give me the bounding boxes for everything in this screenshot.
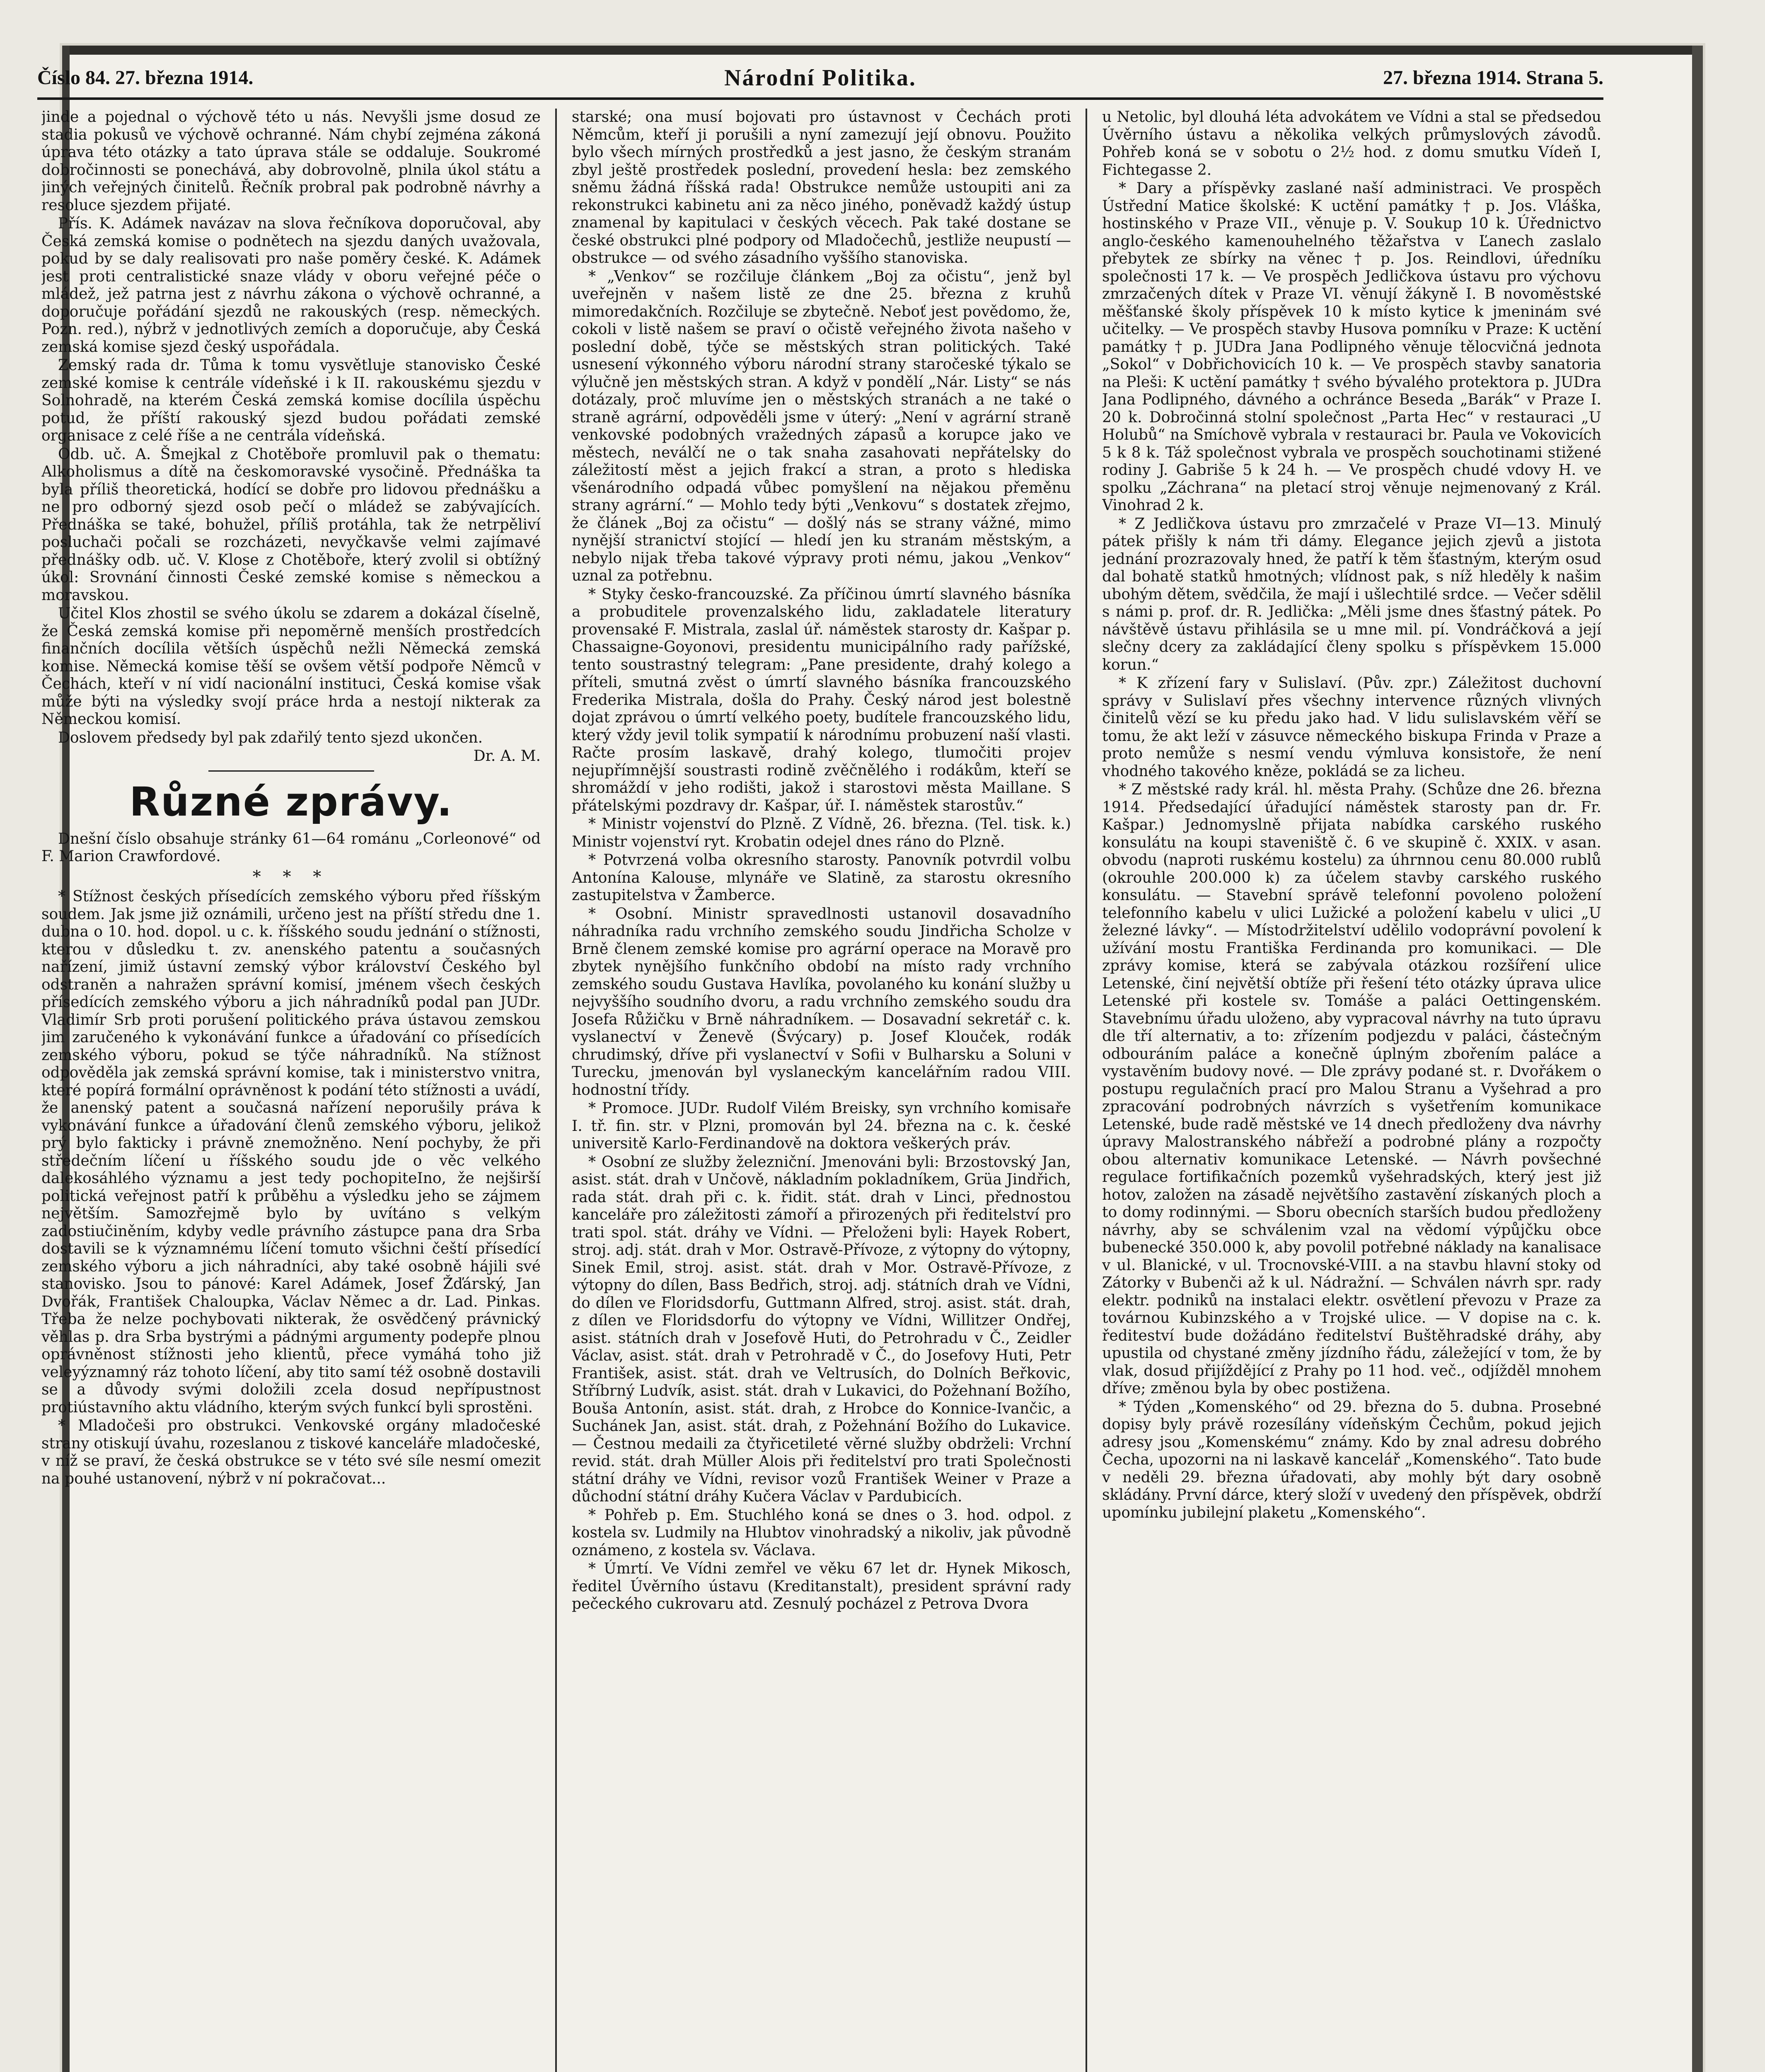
- article-paragraph: * Styky česko-francouzské. Za příčinou úmrtí slavného básníka a probuditele provenzalského lidu, zakladatele literatury provensaké F. Mistrala, zaslal úř. náměstek starosty dr. Kašpar p. Chassaigne-Goyonovi, presidentu municipálního rady pařížské, tento soustrastný telegram: „Pane presidente, drahý kolego a příteli, smutná zvěst o úmrtí slavného básníka francouzského Frederika Mistrala, došla do Prahy. Český národ jest bolestně dojat zprávou o úmrtí velkého poety, budítele francouzského lidu, který vždy jevil tolik sympatií k národnímu probuzení naší vlasti. Račte prosím laskavě, drahý kolego, tlumočiti projev nejupřímnější soustrasti rodině zvěčnělého i rodákům, kteří se shromáždí v jeho rodišti, jakož i starostovi města Maillane. S přátelskými pozdravy dr. Kašpar, úř. I. náměstek starostův.“: [572, 586, 1071, 814]
- article-paragraph: Odb. uč. A. Šmejkal z Chotěboře promluvil pak o thematu: Alkoholismus a dítě na českomoravské vysočině. Přednáška ta byla příliš theoretická, hodící se dobře pro lidovou přednášku a ne pro odborný sjezd osob pečí o mládež se zabývajících. Přednáška se také, bohužel, příliš protáhla, tak že netrpěliví posluchači počali se rozcházeti, nevyčkavše velmi zajímavé přednášky odb. uč. V. Klose z Chotěboře, který zvolil si obtížný úkol: Srovnání činnosti České zemské komise s německou a moravskou.: [41, 445, 541, 604]
- article-paragraph: * Z Jedličkova ústavu pro zmrzačelé v Praze VI—13. Minulý pátek přišly k nám tři dámy. Elegance jejich zjevů a jistota jednání prozrazovaly hned, že patří k těm šťastným, kterým osud dal bohatě statků hmotných; vlídnost pak, s níž hleděly k našim ubohým dětem, svědčila, že mají i ušlechtilé srdce. — Večer sdělil s námi p. prof. dr. R. Jedlička: „Měli jsme dnes šťastný pátek. Po návštěvě ústavu přihlásila se u mne mil. pí. Vondráčková a její slečny dcery za zakládající členy spolku s příspěvkem 15.000 korun.“: [1102, 515, 1601, 673]
- section-divider: [208, 770, 374, 772]
- page-date-number: 27. března 1914. Strana 5.: [1383, 67, 1603, 89]
- column-divider: [1086, 109, 1087, 2072]
- article-paragraph: Zemský rada dr. Tůma k tomu vysvětluje stanovisko České zemské komise k centrále vídeňské i k II. rakouskému sjezdu v Solnohradě, na kterém Česká zemská komise docílila úspěchu potud, že příští rakouský sjezd budou pořádati zemské organisace z celé říše a ne centrála vídeňská.: [41, 357, 541, 444]
- column-3: [1102, 109, 1601, 2072]
- article-paragraph: Dnešní číslo obsahuje stránky 61—64 románu „Corleonové“ od F. Marion Crawfordové.: [41, 830, 541, 865]
- page-header: [37, 62, 1603, 95]
- scan-border-top: [62, 46, 1703, 55]
- article-paragraph: * Mladočeši pro obstrukci. Venkovské orgány mladočeské strany otiskují úvahu, rozeslanou z tiskové kanceláře mladočeské, v níž se praví, že česká obstrukce se v této své síle nesmí omezit na pouhé ustanovení, nýbrž v ní pokračovat...: [41, 1417, 541, 1487]
- article-paragraph: starské; ona musí bojovati pro ústavnost v Čechách proti Němcům, kteří ji porušili a nyní zamezují její obnovu. Použito bylo všech mírných prostředků a jest jasno, že českým stranám zbyl ještě prostředek poslední, provedení hesla: bez zemského sněmu žádná říšská rada! Obstrukce nemůže ustoupiti ani za rekonstrukci kabinetu ani za něco jiného, poněvadž každý ústup znamenal by kapitulaci v českých věcech. Pak také dostane se české obstrukci plné podpory od Mladočechů, jestliže neupustí — obstrukce — od svého zásadního vyššího stanoviska.: [572, 109, 1071, 266]
- article-paragraph: u Netolic, byl dlouhá léta advokátem ve Vídni a stal se předsedou Úvěrního ústavu a několika velkých průmyslových závodů. Pohřeb koná se v sobotu o 2½ hod. z domu smutku Vídeň I, Fichtegasse 2.: [1102, 109, 1601, 179]
- header-rule: [37, 97, 1603, 100]
- article-paragraph: * Úmrtí. Ve Vídni zemřel ve věku 67 let dr. Hynek Mikosch, ředitel Úvěrního ústavu (Kreditanstalt), president správní rady pečeckého cukrovaru atd. Zesnulý pocházel z Petrova Dvora: [572, 1560, 1071, 1612]
- article-paragraph: Přís. K. Adámek navázav na slova řečníkova doporučoval, aby Česká zemská komise o podnětech na sjezdu daných uvažovala, pokud by se daly realisovati pro naše poměry české. K. Adámek jest proti centralistické snaze vlády v oboru veřejné péče o mládež, jež patrna jest z návrhu zákona o výchově ochranné, a doporučuje pořádání sjezdů ne rakouských (resp. německých. Pozn. red.), nýbrž v jednotlivých zemích a doporučuje, aby Česká zemská komise sjezd český uspořádala.: [41, 215, 541, 356]
- masthead-title: Národní Politika.: [724, 65, 916, 91]
- column-divider: [555, 109, 557, 2072]
- article-paragraph: Učitel Klos zhostil se svého úkolu se zdarem a dokázal číselně, že Česká zemská komise při nepoměrně menších prostředcích finančních docílila větších úspěchů nežli Německá zemská komise. Německá komise těší se ovšem větší podpoře Němců v Čechách, kteří v ní vidí nacionální instituci, Česká komise však může býti na výsledky svojí práce hrda a nestojí nikterak za Německou komisí.: [41, 605, 541, 728]
- article-paragraph: * K zřízení fary v Sulislaví. (Pův. zpr.) Záležitost duchovní správy v Sulislaví přes všechny intervence různých vlivných činitelů vězí se ku předu jako had. V lidu sulislavském věří se tomu, že akt leží v zásuvce německého biskupa Frinda v Praze a proto nemůže s nesmí vendu výmluva konsistoře, že není vhodného takového kněze, pokládá se za licheu.: [1102, 675, 1601, 780]
- article-paragraph: * Týden „Komenského“ od 29. března do 5. dubna. Prosebné dopisy byly právě rozesílány vídeňským Čechům, pokud jejich adresy jsou „Komenskému“ známy. Kdo by znal adresu dobrého Čecha, upozorni na ni laskavě kancelář „Komenského“. Tato bude v neděli 29. března úřadovati, aby mohly být dary osobně skládány. První dárce, který složí v uvedený den příspěvek, obdrží upomínku jubilejní plaketu „Komenského“.: [1102, 1398, 1601, 1521]
- article-paragraph: * Stížnost českých přísedících zemského výboru před říšským soudem. Jak jsme již oznámili, určeno jest na příští středu dne 1. dubna o 10. hod. dopol. u c. k. říšského soudu jednání o stížnosti, kterou v důsledku t. zv. anenského patentu a současných nařízení, jimiž ústavní zemský výbor království Českého byl odstraněn a nahražen správní komisí, jménem všech českých přísedících zemského výboru a jich náhradníků podal pan JUDr. Vladimír Srb proti porušení politického práva ústavou zemskou jim zaručeného k vykonávání funkce a úřadování co přísedících zemského výboru, pokud se týče náhradníků. Na stížnost odpověděla jak zemská správní komise, tak i ministerstvo vnitra, které popírá formální oprávněnost k podání této stížnosti a uvádí, že anenský patent a současná nařízení neporušily práva k vykonávání funkce a úřadování členů zemského výboru, jelikož prý bylo fakticky i právně znemožněno. Není pochyby, že při středečním líčení u říšského soudu jde o věc velkého dalekosáhlého významu a jest tedy pochopiteIno, že nejširší politická veřejnost patří k průběhu a výsledku jeho se zájmem největším. Samozřejmě bylo by uvítáno s velkým zadostiučiněním, kdyby vedle právního zástupce pana dra Srba dostavili se k významnému líčení tomuto všichni čeští přísedící zemského výboru a jich náhradníci, aby také osobně hájili své stanovisko. Jsou to pánové: Karel Adámek, Josef Žďárský, Jan Dvořák, František Chaloupka, Václav Němec a dr. Lad. Pinkas. Třeba že nelze pochybovati nikterak, že osvědčený právnický věhlas p. dra Srba bystrými a pádnými argumenty podepře plnou oprávněnost stížnosti jeho klientů, přece vymáhá toho již veleyýznamný ráz tohoto líčení, aby tito samí též osobně dostavili se a důvody svými doložili zcela dosud nepřípustnost protiústavního aktu vládního, kterým svých funkcí byli sprostěni.: [41, 888, 541, 1416]
- article-paragraph: * Dary a příspěvky zaslané naší administraci. Ve prospěch Ústřední Matice školské: K uctění památky † p. Jos. Vláška, hostinského v Praze VII., věnuje p. V. Soukup 10 k. Úřednictvo anglo-českého kamenouhelného těžařstva v Ľanech zaslalo přebytek ze sbírky na věnec † p. Jos. Reindlovi, úředníku společnosti 17 k. — Ve prospěch Jedličkova ústavu pro výchovu zmrzačených dítek v Praze VI. věnují žákyně I. B novoměstské měšťanské školy příspěvek 10 k místo kytice k jmeninám své učitelky. — Ve prospěch stavby Husova pomníku v Praze: K uctění památky † p. JUDra Jana Podlipného věnuje tělocvičná jednota „Sokol“ v Dobřichovicích 10 k. — Ve prospěch stavby sanatoria na Pleši: K uctění památky † svého bývalého protektora p. JUDra Jana Podlipného, dávného a ochránce Beseda „Barák“ v Praze I. 20 k. Dobročinná stolní společnost „Parta Hec“ v restauraci „U Holubů“ na Smíchově vybrala v restauraci br. Paula ve Vokovicích 5 k 8 k. Táž společnost vybrala ve prospěch souchotinami stižené rodiny J. Gabriše 5 k 24 h. — Ve prospěch chudé vdovy H. ve spolku „Záchrana“ na pletací stroj věnuje nejmenovaný z Král. Vinohrad 2 k.: [1102, 180, 1601, 514]
- column-2: [572, 109, 1071, 2072]
- article-paragraph: Doslovem předsedy byl pak zdařilý tento sjezd ukončen.: [58, 729, 483, 746]
- article-paragraph: * Osobní. Ministr spravedlnosti ustanovil dosavadního náhradníka radu vrchního zemského soudu Jindřicha Scholze v Brně členem zemské komise pro agrární operace na Moravě pro zbytek nynějšího funkčního období na místo rady vrchního zemského soudu Gustava Havlíka, povolaného ku konání služby u nejvyššího soudního dvoru, a radu vrchního zemského soudu dra Josefa Růžičku v Brně náhradníkem. — Dosavadní sekretář c. k. vyslanectví v Ženevě (Švýcary) p. Josef Klouček, rodák chrudimský, dříve při vyslanectví v Sofii v Bulharsku a Soluni v Turecku, jmenován byl vyslaneckým kancelářním radou VIII. hodnostní třídy.: [572, 905, 1071, 1099]
- article-paragraph: * Z městské rady král. hl. města Prahy. (Schůze dne 26. března 1914. Předsedající úřadující náměstek starosty pan dr. Fr. Kašpar.) Jednomyslně přijata nabídka carského ruského konsulátu na koupi staveniště č. 6 ve skupině č. XXIX. v asan. obvodu (naproti ruskému kostelu) za úhrnnou cenu 80.000 rublů (okrouhle 200.000 k) za účelem stavby carského ruského konsulátu. — Stavební správě telefonní povoleno položení telefonního kabelu v ulici Lužické a položení kabelu v ulici „U železné lávky“. — Místodržitelství udělilo vodoprávní povolení k užívání mostu Františka Ferdinanda pro komunikaci. — Dle zprávy komise, která se zabývala otázkou rozšíření ulice Letenské, činí největší obtíže při řešení této otázky úprava ulice Letenské při kostele sv. Tomáše a paláci Oettingenském. Stavebnímu úřadu uloženo, aby vypracoval návrhy na tuto úpravu dle tří alternativ, a to: zřízením podjezdu v paláci, částečným odbouráním paláce a konečně úplným zbořením paláce a vystavěním budovy nové. — Dle zprávy podané st. r. Dvořákem o postupu regulačních prací pro Malou Stranu a Vyšehrad a pro zpracování podrobných návrzích s vyšetřením komunikace Letenské, bude radě městské ve 14 dnech předloženy dva návrhy úpravy Malostranského nábřeží a podrobné plány a rozpočty obou alternativ komunikace Letenské. — Návrh povšechné regulace fortifikačních pozemků vyšehradských, který jest již hotov, založen na zásadě největšího zastavění získaných ploch a to domy rodinnými. — Sboru obecních starších budou předloženy návrhy, aby se schválenim vzal na vědomí výpůjčku obce bubenecké 350.000 k, aby povolil potřebné náklady na kanalisace v ul. Blanické, v ul. Trocnovské-VIII. a na stavbu hlavní stoky od Zátorky v Bubenči až k ul. Nádražní. — Schválen návrh spr. rady elektr. podniků na instalaci elektr. osvětlení převozu v Praze za továrnou Kubinzského a v Trojské ulice. — V dopise na c. k. řediteství bude dožádáno ředitelství Buštěhradské dráhy, aby upustila od chystané změny jízdního řádu, záležející v tom, že by vlak, dosud přijíždějící z Prahy po 11 hod. več., odjížděl mnohem dříve; změnou byla by obec postižena.: [1102, 781, 1601, 1397]
- article-paragraph: * Pohřeb p. Em. Stuchlého koná se dnes o 3. hod. odpol. z kostela sv. Ludmily na Hlubtov vinohradský a nikoliv, jak původně oznámeno, z kostela sv. Václava.: [572, 1506, 1071, 1559]
- article-paragraph: * Potvrzená volba okresního starosty. Panovník potvrdil volbu Antonína Kalouse, mlynáře ve Slatině, za starostu okresního zastupitelstva v Žamberce.: [572, 852, 1071, 904]
- column-1: [41, 109, 541, 2072]
- issue-number: Číslo 84. 27. března 1914.: [37, 67, 254, 89]
- article-signature: Dr. A. M.: [473, 748, 541, 765]
- section-title: Různé zprávy.: [129, 778, 453, 825]
- article-paragraph: * Ministr vojenství do Plzně. Z Vídně, 26. března. (Tel. tisk. k.) Ministr vojenství ryt. Krobatin odejel dnes ráno do Plzně.: [572, 816, 1071, 850]
- article-paragraph: * „Venkov“ se rozčiluje článkem „Boj za očistu“, jenž byl uveřejněn v našem listě ze dne 25. března z kruhů mimoredakčních. Rozčiluje se zbytečně. Neboť jest povědomo, že, cokoli v listě našem se praví o očistě veřejného života našeho v poslední době, týče se městských stran politických. Také usnesení výkonného výboru národní strany staročeské týkalo se výlučně jen městských stran. A když v pondělí „Nár. Listy“ se nás dotázaly, proč mluvíme jen o městských stranách a ne také o straně agrární, odpověděli jsme v úterý: „Není v agrární straně venkovské podobných vražedných zápasů a korupce jako ve městech, neválčí ne o tak snaha zasahovati nepřátelsky do záležitostí měst a jejich frakcí a stran, a proto s hlediska všenárodního odpadá vůbec pomyšlení na nějakou přeměnu strany agrární.“ — Mohlo tedy býti „Venkovu“ s dostatek zřejmo, že článek „Boj za očistu“ — došlý nás se strany vážné, mimo nynější stranictví stojící — hledí jen ku stranám městským, a nebylo nijak třeba takové výpravy proti nému, jakou „Venkov“ uznal za potřebnu.: [572, 268, 1071, 584]
- scan-border-right: [1692, 46, 1703, 2072]
- asterism: * * *: [252, 867, 330, 886]
- article-paragraph: * Promoce. JUDr. Rudolf Vilém Breisky, syn vrchního komisaře I. tř. fin. str. v Plzni, promován byl 24. března na c. k. české universitě Karlo-Ferdinandově na doktora veškerých práv.: [572, 1100, 1071, 1152]
- article-paragraph: * Osobní ze služby železniční. Jmenováni byli: Brzostovský Jan, asist. stát. drah v Unčově, nákladním pokladníkem, Grüa Jindřich, rada stát. drah při c. k. řidit. stát. drah v Linci, přednostou kanceláře pro záležitosti zámoří a přirozených při ředitelství pro trati spol. stát. dráhy ve Vídni. — Přeloženi byli: Hayek Robert, stroj. adj. stát. drah v Mor. Ostravě-Přívoze, z výtopny do výtopny, Sinek Emil, stroj. asist. stát. drah v Mor. Ostravě-Přívoze, z výtopny do dílen, Bass Bedřich, stroj. adj. státních drah ve Vídni, do dílen ve Floridsdorfu, Guttmann Alfred, stroj. asist. stát. drah, z dílen ve Floridsdorfu do výtopny ve Vídni, Willitzer Ondřej, asist. státních drah v Josefově Huti, do Petrohradu v Č., Zeidler Václav, asist. stát. drah v Petrohradě v Č., do Josefovy Huti, Petr František, asist. stát. drah ve Veltrusích, do Dolních Beřkovic, Stříbrný Ludvík, asist. stát. drah v Lukavici, do Požehnaní Božího, Bouša Antonín, asist. stát. drah, z Hrobce do Konnice-Ivančic, a Suchánek Jan, asist. stát. drah, z Požehnání Božího do Lukavice. — Čestnou medaili za čtyřicetileté věrné služby obdrželi: Vrchní revid. stát. drah Müller Alois při ředitelství pro trati Společnosti státní dráhy ve Vídni, revisor vozů František Weiner v Praze a důchodní státní dráhy Kučera Václav v Pardubicích.: [572, 1153, 1071, 1505]
- article-paragraph: jinde a pojednal o výchově této u nás. Nevyšli jsme dosud ze stadia pokusů ve výchově ochranné. Nám chybí zejména zákoná úprava této otázky a tato úprava stále se oddaluje. Soukromé dobročinnosti se ponechává, aby dobrovolně, plnila úkol státu a jiných veřejných činitelů. Řečník probral pak podrobně návrhy a resoluce sjezdem přijaté.: [41, 109, 541, 214]
